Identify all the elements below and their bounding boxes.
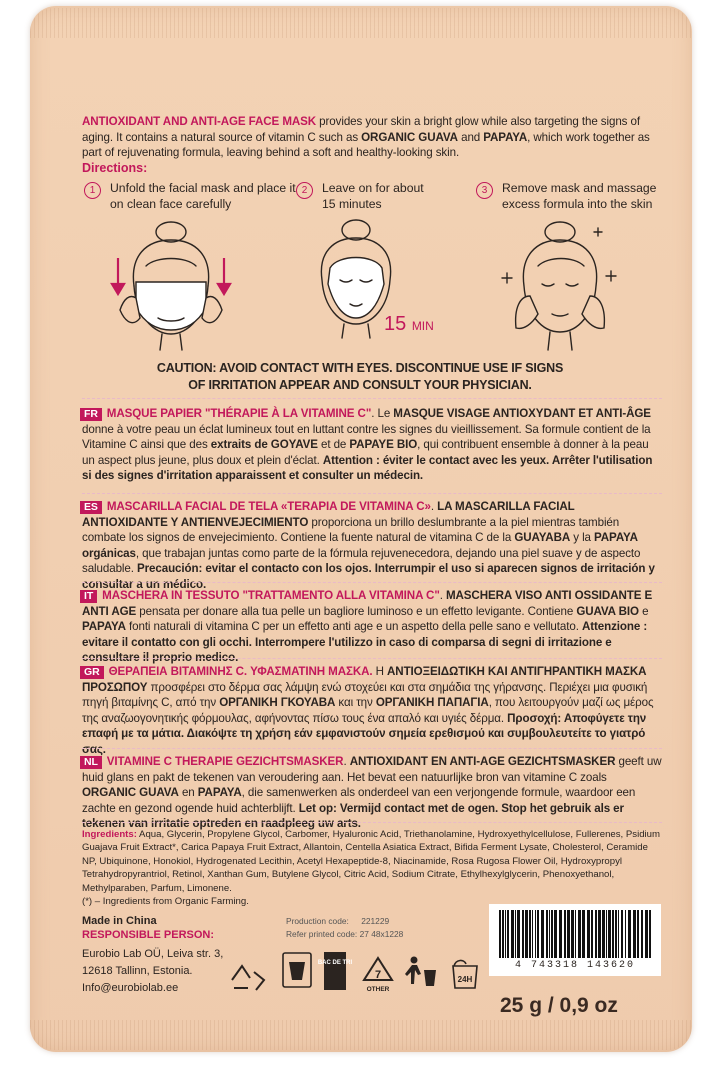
section-it: IT MASCHERA IN TESSUTO "TRATTAMENTO ALLA VITAMINA C". MASCHERA VISO ANTI OSSIDANTE E ANTI AGE pensata per donare alla tua pelle un bagliore luminoso e un effetto levigante. Contiene GUAVA BIO e PAPAYA fonti naturali di vitamina C per un effetto anti age e un aspetto della pelle sano e vellutato. Attenzione : evitare il contatto con gli occhi. Interrompere l'utilizzo in caso di comparsa di segni di irritazione e consultare il proprio medico. <box>82 589 653 664</box>
barcode-bar <box>505 910 506 958</box>
period-after-opening-icon <box>450 958 480 990</box>
lang-tag-es: ES <box>80 501 102 514</box>
barcode-bar <box>549 910 550 958</box>
barcode-bar <box>595 910 597 958</box>
caution-text: CAUTION: AVOID CONTACT WITH EYES. DISCONTINUE USE IF SIGNS OF IRRITATION APPEAR AND CONSULT YOUR PHYSICIAN. <box>156 361 564 392</box>
step-3-number: 3 <box>476 182 493 199</box>
barcode-bar <box>537 910 539 958</box>
barcode-bar <box>532 910 533 958</box>
barcode-bar <box>608 910 611 958</box>
step-1-text: Unfold the facial mask and place it on clean face carefully <box>110 181 296 211</box>
made-in: Made in China <box>82 915 157 927</box>
recycle-sort-icon <box>228 958 270 994</box>
barcode-bar <box>633 910 636 958</box>
barcode-bar <box>559 910 562 958</box>
barcode-bar <box>645 910 648 958</box>
barcode-bar <box>641 910 643 958</box>
separator <box>82 493 662 494</box>
sachet-icon <box>280 950 314 990</box>
barcode-bars <box>489 904 661 962</box>
barcode-bar <box>582 910 585 958</box>
section-es: ES MASCARILLA FACIAL DE TELA «TERAPIA DE VITAMINA C». LA MASCARILLA FACIAL ANTIOXIDANTE Y ANTIENVEJECIMIENTO proporciona un brillo deslumbrante a la piel mientras también combate los signos de envejecimiento. Contiene la fuente natural de vitamina C de la GUAYABA y la PAPAYA orgánicas, que trabajan juntas como parte de la fórmula rejuvenecedora, dejando una piel suave y de aspecto saludable. Precaución: evitar el contacto con los ojos. Interrumpir el uso si aparecen signos de irritación y consultar a un médico. <box>82 500 655 591</box>
barcode-bar <box>615 910 617 958</box>
section-gr: GR ΘΕΡΑΠΕΙΑ ΒΙΤΑΜΙΝΗΣ C. ΥΦΑΣΜΑΤΙΝΗ ΜΑΣΚΑ. Η ΑΝΤΙΟΞΕΙΔΩΤΙΚΗ ΚΑΙ ΑΝΤΙΓΗΡΑΝΤΙΚΗ ΜΑΣΚΑ ΠΡΟΣΩΠΟΥ προσφέρει στο δέρμα σας λάμψη ενώ στοχεύει και στα σημάδια της γήρανσης. Περιέχει μια φυσική πηγή βιταμίνης C, από την ΟΡΓΑΝΙΚΗ ΓΚΟΥΑΒΑ και την ΟΡΓΑΝΙΚΗ ΠΑΠΑΓΙΑ, που λειτουργούν μαζί ως μέρος της αναζωογονητικής φόρμουλας, αφήνοντας πίσω τους ένα απαλό και υγιές δέρμα. Προσοχή: Αποφύγετε την επαφή με τα μάτια. Διακόψτε τη χρήση εάν εμφανιστούν σημεία ερεθισμού και συμβουλευτείτε το γιατρό σας. <box>82 665 654 756</box>
tidyman-icon <box>404 954 440 990</box>
net-weight: 25 g / 0,9 oz <box>500 994 618 1017</box>
separator <box>82 582 662 583</box>
barcode-bar <box>541 910 544 958</box>
barcode-bar <box>612 910 614 958</box>
svg-text:24H: 24H <box>457 975 473 984</box>
barcode-bar <box>517 910 520 958</box>
intro-paragraph: ANTIOXIDANT AND ANTI-AGE FACE MASK provides your skin a bright glow while also targeting the signs of aging. It contains a natural source of vitamin C such as ORGANIC GUAVA and PAPAYA, which work together as part of rejuvenating formula, leaving behind a soft and healthy-looking skin. <box>82 115 650 159</box>
barcode-bar <box>499 910 501 958</box>
separator <box>82 822 662 823</box>
timer-label: 15 MIN <box>384 313 434 335</box>
barcode-bar <box>571 910 574 958</box>
barcode-bar <box>525 910 528 958</box>
barcode-bar <box>546 910 548 958</box>
face-illustration-3 <box>498 218 628 350</box>
step-1-number: 1 <box>84 182 101 199</box>
responsible-person-label: RESPONSIBLE PERSON: <box>82 929 215 941</box>
barcode-bar <box>587 910 590 958</box>
svg-text:BAC DE TRI: BAC DE TRI <box>317 960 353 966</box>
barcode-bar <box>529 910 531 958</box>
lang-tag-it: IT <box>80 590 97 603</box>
barcode-bar <box>511 910 514 958</box>
barcode-bar <box>507 910 509 958</box>
separator <box>82 748 662 749</box>
barcode-bar <box>621 910 623 958</box>
section-fr: FR MASQUE PAPIER "THÉRAPIE À LA VITAMINE C". Le MASQUE VISAGE ANTIOXYDANT ET ANTI-ÂGE donne à votre peau un éclat lumineux tout en luttant contre les signes du vieillissement. Sa formule contient de la Vitamine C ainsi que des extraits de GOYAVE et de PAPAYE BIO, qui contribuent ensemble à donner à la peau un aspect plus jeune, plus doux et plein d'éclat. Attention : éviter le contact avec les yeux. Arrêter l'utilisation si des signes d'irritation apparaissent et consulter un médecin. <box>82 407 653 482</box>
lang-tag-nl: NL <box>80 756 102 769</box>
barcode-bar <box>598 910 601 958</box>
section-nl: NL VITAMINE C THERAPIE GEZICHTSMASKER. ANTIOXIDANT EN ANTI-AGE GEZICHTSMASKER geeft uw huid glans en pakt de tekenen van veroudering aan. Het bevat een natuurlijke bron van vitamine C zoals ORGANIC GUAVA en PAPAYA, die samenwerken als onderdeel van een verjongende formule, waardoor een zachte en gezond ogende huid achterblijft. Let op: Vermijd contact met de ogen. Stop het gebruik als er tekenen van irritatie optreden en raadpleeg uw arts. <box>82 755 662 830</box>
trash-bin-icon <box>317 950 353 992</box>
barcode-bar <box>578 910 581 958</box>
directions-title: Directions: <box>82 161 148 175</box>
barcode-bar <box>649 910 651 958</box>
barcode-bar <box>567 910 570 958</box>
barcode-bar <box>628 910 631 958</box>
address: Eurobio Lab OÜ, Leiva str. 3, 12618 Tallinn, Estonia. Info@eurobiolab.ee <box>82 948 224 994</box>
step-2-number: 2 <box>296 182 313 199</box>
barcode-bar <box>606 910 607 958</box>
barcode-bar <box>591 910 593 958</box>
separator <box>82 658 662 659</box>
barcode-bar <box>522 910 524 958</box>
production-codes: Production code: 221229 Refer printed code: 27 48х1228 <box>286 916 404 939</box>
step-2-text: Leave on for about 15 minutes <box>322 181 424 211</box>
lang-tag-gr: GR <box>80 666 104 679</box>
recycling-code-icon <box>360 954 396 994</box>
barcode-bar <box>618 910 619 958</box>
svg-text:OTHER: OTHER <box>366 986 390 993</box>
barcode-bar <box>535 910 536 958</box>
barcode-bar <box>602 910 605 958</box>
barcode-bar <box>551 910 553 958</box>
barcode-bar <box>575 910 576 958</box>
barcode-bar <box>625 910 626 958</box>
barcode-bar <box>564 910 566 958</box>
step-3-text: Remove mask and massage excess formula into the skin <box>502 181 657 211</box>
barcode-number: 4 743318 143620 <box>514 960 635 971</box>
barcode-bar <box>637 910 639 958</box>
face-illustration-1 <box>106 218 236 350</box>
separator <box>82 398 662 399</box>
barcode-bar <box>502 910 504 958</box>
svg-text:7: 7 <box>374 969 382 981</box>
barcode-bar <box>554 910 557 958</box>
lang-tag-fr: FR <box>80 408 102 421</box>
barcode-bar <box>515 910 516 958</box>
ingredients-list: Ingredients: Aqua, Glycerin, Propylene Glycol, Carbomer, Hyaluronic Acid, Triethanolamine, Hydroxyethylcellulose, Fullerenes, Psidium Guajava Fruit Extract*, Carica Papaya Fruit Extract, Allantoin, Centella Asiatica Extract, Bifida Ferment Lysate, Cholesterol, Ceramide NP, Ubiquinone, Honokiol, Hydrogenated Lecithin, Acetyl Hexapeptide-8, Niacinamide, Rosa Rugosa Flower Oil, Hydroxypropyl Tetrahydropyrantriol, Retinol, Xanthan Gum, Butylene Glycol, Citric Acid, Sodium Citrate, Ethylhexylglycerin, Phenoxyethanol, Methylparaben, Parfum, Limonene. (*) – Ingredients from Organic Farming. <box>82 829 660 908</box>
